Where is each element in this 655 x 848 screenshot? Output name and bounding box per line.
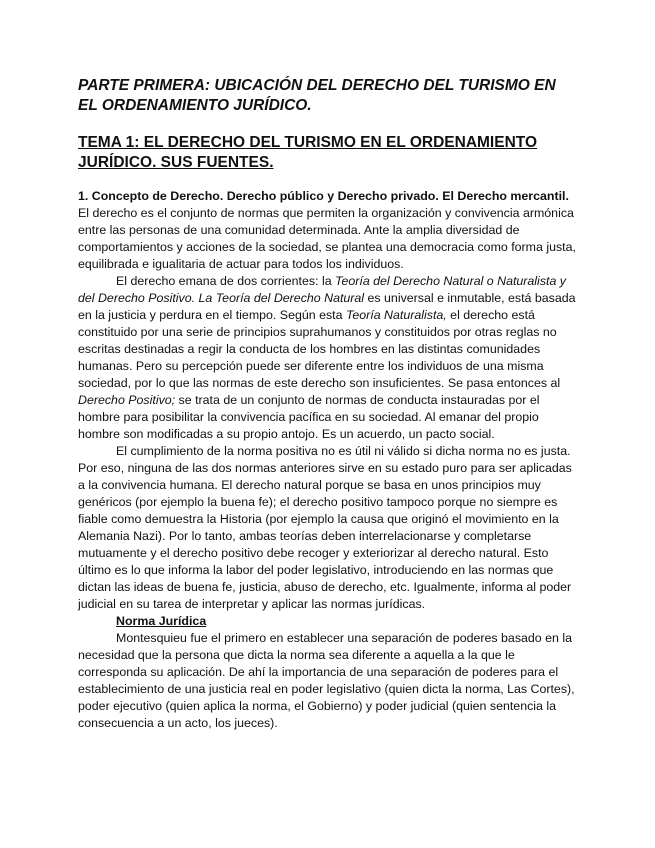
p2-italic-naturalista: Teoría Naturalista,: [345, 308, 447, 322]
p2-italic-positivo: Derecho Positivo;: [78, 393, 176, 407]
p2-text-e: el derecho está constituido por una serie de principios suprahumanos y constituidos por otras reglas no escritas destinadas a regir la conducta de los hombres en las distintas comunidades humanas. Pero su percepción puede ser diferente entre los individuos de una misma sociedad, por lo que las normas de este derecho son insuficientes. Se pasa entonces al: [78, 308, 561, 390]
paragraph-definition: El derecho es el conjunto de normas que permiten la organización y convivencia armónica entre las personas de una comunidad determinada. Ante la amplia diversidad de comportamientos y acciones de la sociedad, se plantea una democracia como forma justa, equilibrada e igualitaria de actuar para todos los individuos.: [78, 206, 576, 271]
tema-title: TEMA 1: EL DERECHO DEL TURISMO EN EL ORDENAMIENTO JURÍDICO. SUS FUENTES.: [78, 134, 538, 171]
paragraph-corrientes: [78, 273, 581, 443]
paragraph-cumplimiento: El cumplimiento de la norma positiva no es útil ni válido si dicha norma no es justa. Por eso, ninguna de las dos normas anteriores sirve en su estado puro para ser aplicadas a la convivencia humana. El derecho natural porque se basa en unos principios muy genéricos (por ejemplo la buena fe); el derecho positivo tampoco porque no siempre es fiable como demuestra la Historia (por ejemplo la causa que originó el movimiento en la Alemania Nazi). Por lo tanto, ambas teorías deben interrelacionarse y completarse mutuamente y el derecho positivo debe recoger y exteriorizar al derecho natural. Esto último es lo que informa la labor del poder legislativo, introduciendo en las normas que dictan las ideas de buena fe, justicia, abuso de derecho, etc. Igualmente, informa al poder judicial en su tarea de interpretar y aplicar las normas jurídicas.: [78, 444, 572, 611]
paragraph-montesquieu: Montesquieu fue el primero en establecer una separación de poderes basado en la necesidad que la persona que dicta la norma sea diferente a aquella a la que le corresponda su aplicación. De ahí la importancia de una separación de poderes para el establecimiento de una justicia real en poder legislativo (quien dicta la norma, Las Cortes), poder ejecutivo (quien aplica la norma, el Gobierno) y poder judicial (quien sentencia la consecuencia a un acto, los jueces).: [78, 631, 575, 730]
p2-italic-teorias: Teoría del Derecho Natural o Naturalista y del Derecho Positivo. La Teoría del Derecho Natural: [78, 274, 566, 305]
p2-text-a: El derecho emana de dos corrientes: la: [116, 274, 336, 288]
document-body: [78, 188, 581, 732]
part-title: PARTE PRIMERA: UBICACIÓN DEL DERECHO DEL TURISMO EN EL ORDENAMIENTO JURÍDICO.: [78, 77, 556, 114]
p2-text-g: se trata de un conjunto de normas de conducta instauradas por el hombre para posibilitar la convivencia pacífica en su sociedad. Al emanar del propio hombre son modificadas a su propio antojo. Es un acuerdo, un pacto social.: [78, 393, 540, 441]
p2-text-c: es universal e inmutable, está basada en la justicia y perdura en el tiempo. Según esta: [78, 291, 576, 322]
section-heading: 1. Concepto de Derecho. Derecho público y Derecho privado. El Derecho mercantil.: [78, 189, 569, 203]
subheading-norma-juridica: Norma Jurídica: [116, 614, 207, 628]
